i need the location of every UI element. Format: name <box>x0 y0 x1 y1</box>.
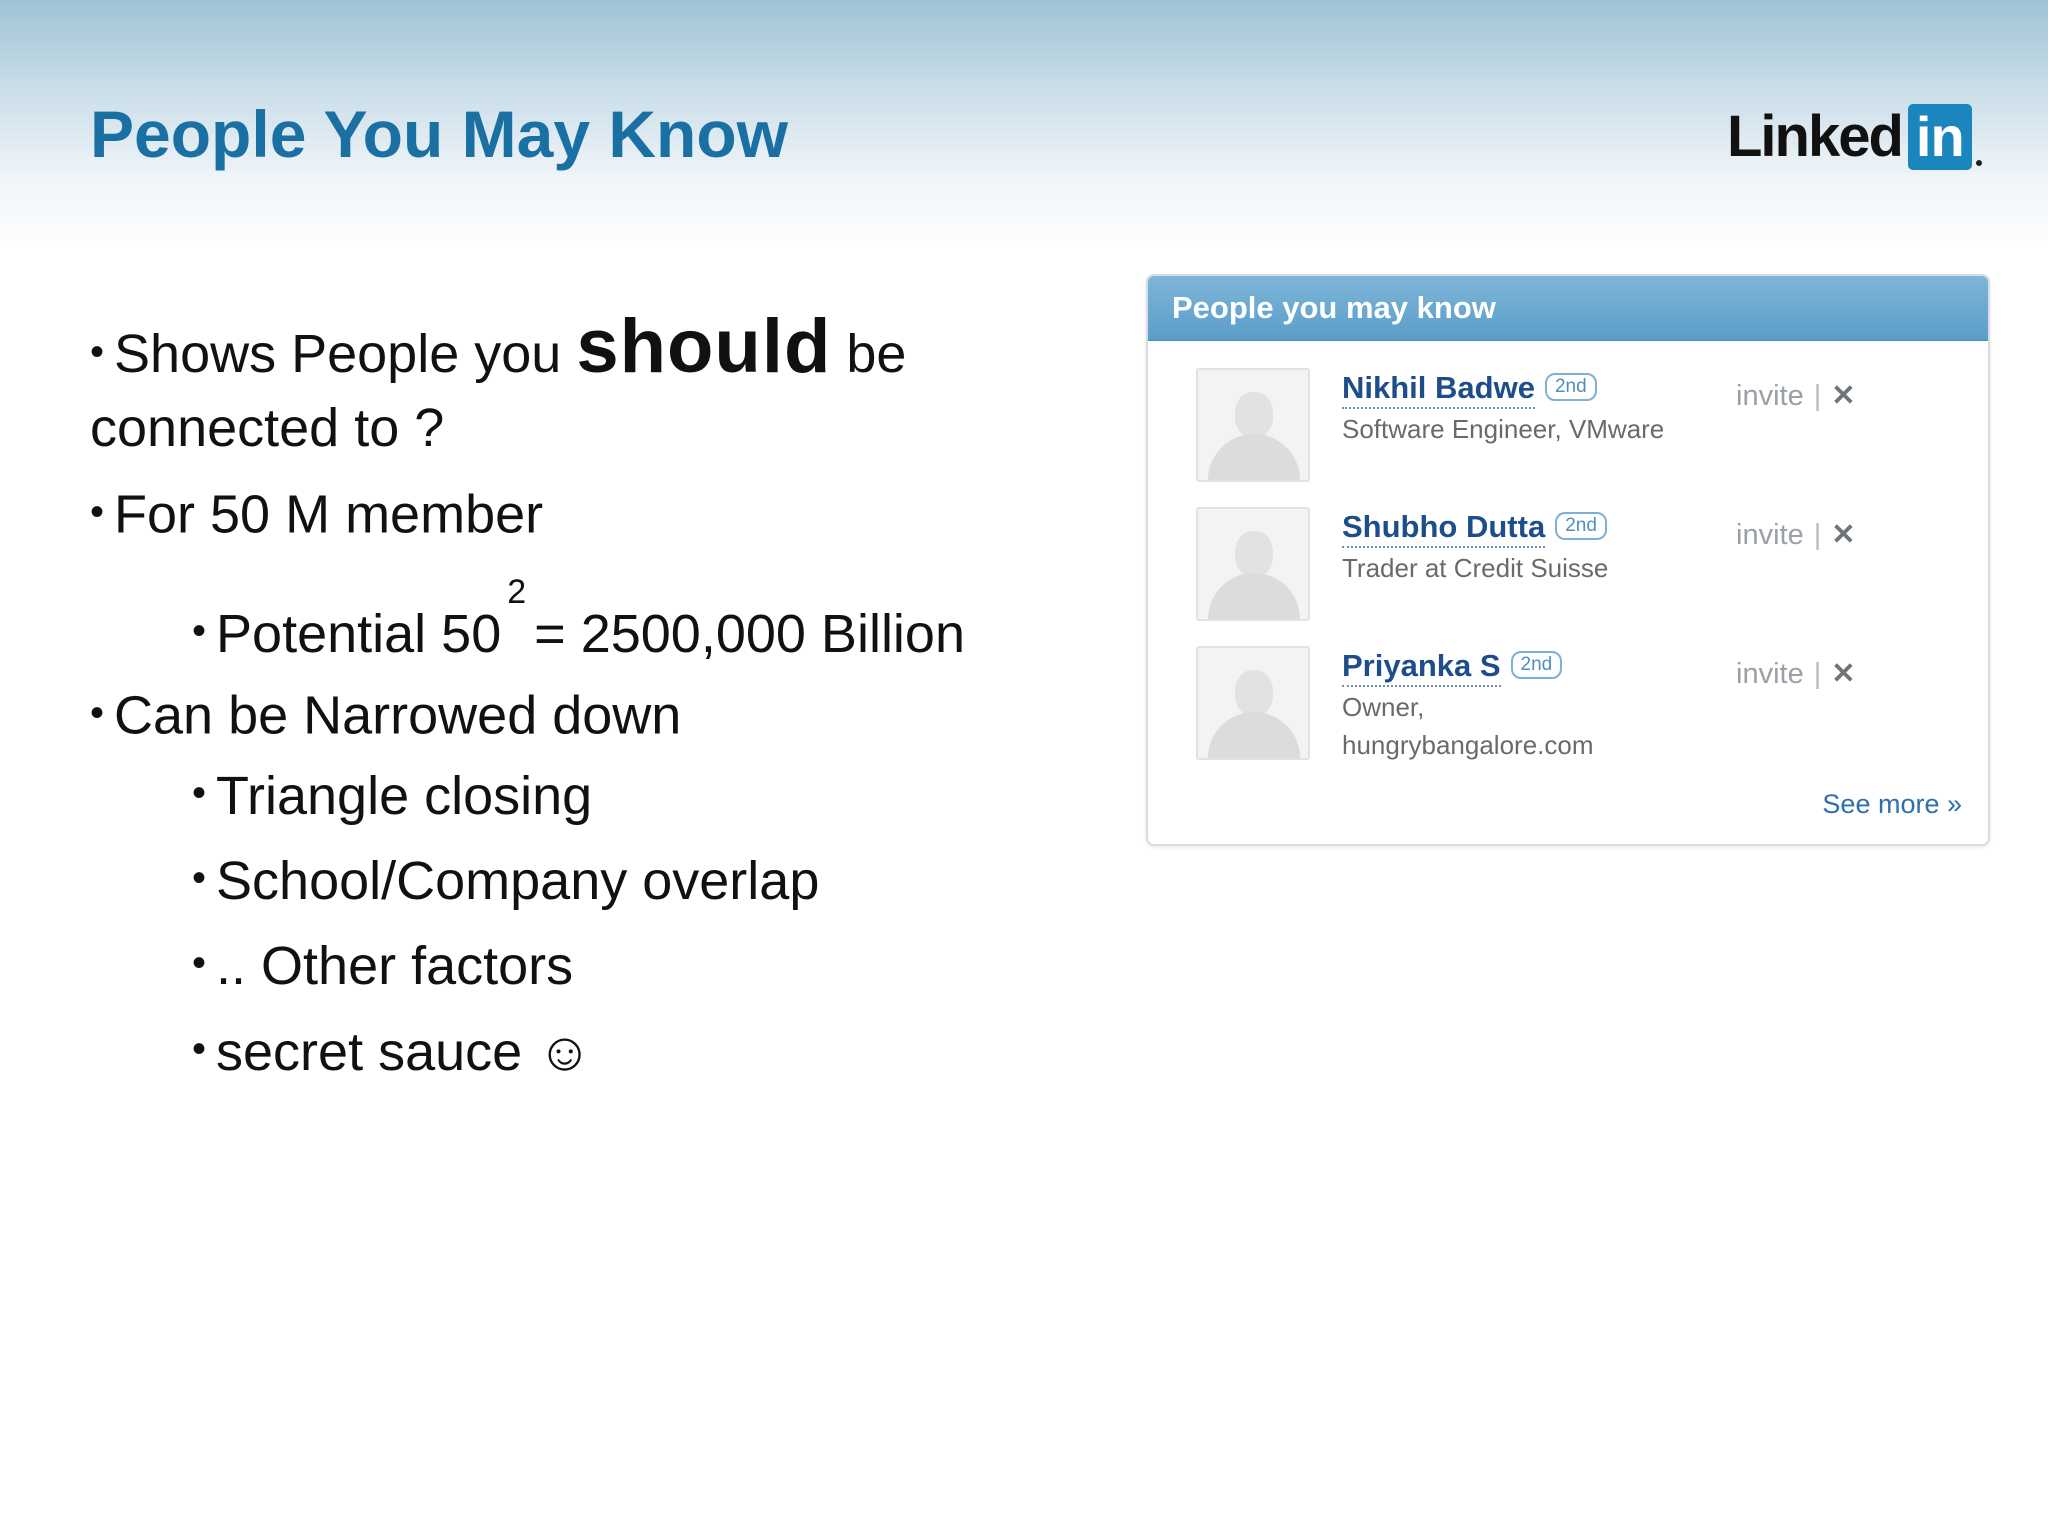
bullet-text: .. Other factors <box>216 936 574 997</box>
person-info <box>1342 509 1762 586</box>
close-icon[interactable]: ✕ <box>1831 658 1856 690</box>
person-card <box>1196 507 1956 625</box>
invite-link[interactable]: invite <box>1736 380 1804 412</box>
person-card <box>1196 368 1956 486</box>
bullet-dot: • <box>90 490 105 534</box>
person-actions <box>1736 378 1856 413</box>
invite-link[interactable]: invite <box>1736 519 1804 551</box>
bullet-text: School/Company overlap <box>216 851 820 912</box>
person-actions <box>1736 656 1856 691</box>
bullet-text: secret sauce ☺ <box>216 1021 593 1082</box>
bullet-dot: • <box>192 1026 207 1071</box>
bullet-members <box>90 475 1100 551</box>
bullet-dot: • <box>90 690 105 735</box>
superscript: 2 <box>507 573 527 612</box>
person-name-link[interactable]: Priyanka S <box>1342 648 1501 687</box>
sub-bullet-other <box>192 922 1100 1007</box>
person-title: Software Engineer, VMware <box>1342 414 1665 444</box>
bullet-dot: • <box>192 609 207 654</box>
avatar[interactable] <box>1196 507 1310 621</box>
bullet-dot: • <box>192 856 207 901</box>
logo-box: in <box>1908 104 1972 170</box>
bullet-dot: • <box>90 329 105 374</box>
bullet-text: Can be Narrowed down <box>114 684 682 745</box>
bullet-text: be <box>831 324 907 384</box>
bullet-dot: • <box>192 770 207 815</box>
invite-link[interactable]: invite <box>1736 658 1804 690</box>
bullet-narrowed <box>90 676 1100 752</box>
close-icon[interactable]: ✕ <box>1831 519 1856 551</box>
avatar-body-shape <box>1208 434 1300 482</box>
avatar-body-shape <box>1208 573 1300 621</box>
linkedin-logo <box>1727 102 1982 172</box>
slide-title: People You May Know <box>90 97 788 171</box>
degree-badge: 2nd <box>1545 373 1597 401</box>
bullet-text: Shows People you <box>114 324 577 384</box>
person-card <box>1196 646 1956 764</box>
person-name-link[interactable]: Nikhil Badwe <box>1342 370 1535 409</box>
separator: | <box>1813 658 1822 690</box>
person-name-link[interactable]: Shubho Dutta <box>1342 509 1545 548</box>
logo-registered-mark <box>1976 160 1982 166</box>
bullet-text: Potential 50 <box>216 604 502 665</box>
separator: | <box>1813 380 1822 412</box>
sub-bullet-triangle <box>192 752 1100 837</box>
bullet-emphasis: should <box>576 304 832 389</box>
bullet-shows-people <box>90 304 1100 391</box>
sub-bullet-secret <box>192 1008 1100 1093</box>
avatar-head-shape <box>1235 392 1273 438</box>
person-title: Trader at Credit Suisse <box>1342 553 1609 583</box>
bullet-text: For 50 M member <box>114 484 544 545</box>
sub-bullet-overlap <box>192 837 1100 922</box>
avatar[interactable] <box>1196 646 1310 760</box>
avatar-head-shape <box>1235 670 1273 716</box>
sub-bullet-potential <box>192 551 1100 675</box>
person-title: Owner, <box>1342 692 1425 722</box>
people-you-may-know-widget <box>1146 274 1990 846</box>
avatar-head-shape <box>1235 531 1273 577</box>
person-info <box>1342 648 1762 763</box>
close-icon[interactable]: ✕ <box>1831 380 1856 412</box>
avatar-body-shape <box>1208 712 1300 760</box>
bullet-text: Triangle closing <box>216 766 593 827</box>
degree-badge: 2nd <box>1555 512 1607 540</box>
bullet-continuation: connected to ? <box>90 398 445 458</box>
person-actions <box>1736 517 1856 552</box>
degree-badge: 2nd <box>1511 651 1563 679</box>
person-title-line2: hungrybangalore.com <box>1342 730 1594 760</box>
see-more-link[interactable]: See more » <box>1822 789 1962 819</box>
avatar[interactable] <box>1196 368 1310 482</box>
person-info <box>1342 370 1762 447</box>
logo-text: Linked <box>1727 104 1902 169</box>
separator: | <box>1813 519 1822 551</box>
bullet-dot: • <box>192 941 207 986</box>
bullet-text: = 2500,000 Billion <box>534 604 965 665</box>
widget-header: People you may know <box>1148 276 1988 341</box>
bullet-list <box>90 304 1100 1093</box>
